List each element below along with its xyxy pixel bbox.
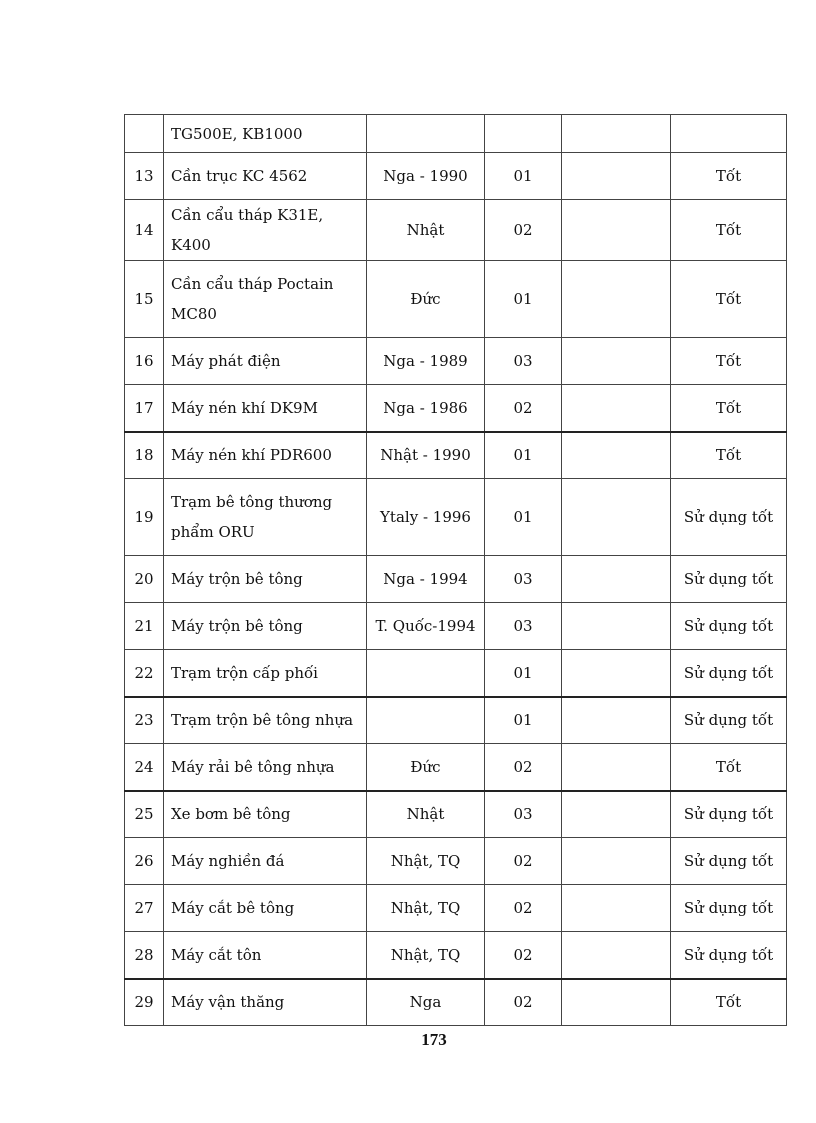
table-row — [125, 791, 787, 838]
status-cell: Sử dụng tốt — [671, 650, 787, 697]
table-row — [125, 697, 787, 744]
equipment-name-cell — [164, 200, 367, 261]
note-cell — [562, 338, 671, 385]
equipment-name-cell — [164, 838, 367, 885]
note-cell — [562, 697, 671, 744]
row-number-cell: 13 — [125, 153, 164, 200]
table-row — [125, 838, 787, 885]
status-cell: Tốt — [671, 338, 787, 385]
row-number-cell: 22 — [125, 650, 164, 697]
quantity-cell: 02 — [485, 385, 562, 432]
origin-cell: Nga - 1986 — [367, 385, 485, 432]
origin-cell: Nga — [367, 979, 485, 1026]
status-cell: Sử dụng tốt — [671, 838, 787, 885]
row-number-cell: 14 — [125, 200, 164, 261]
row-number-cell: 26 — [125, 838, 164, 885]
equipment-name-line: Máy nén khí DK9M — [171, 398, 318, 417]
equipment-name-cell — [164, 556, 367, 603]
note-cell — [562, 200, 671, 261]
note-cell — [562, 932, 671, 979]
row-number-cell: 18 — [125, 432, 164, 479]
equipment-name-line: Máy trộn bê tông — [171, 570, 303, 588]
quantity-cell — [485, 115, 562, 153]
equipment-table-body — [125, 115, 787, 1026]
equipment-name-line: Trạm bê tông thương — [171, 493, 333, 511]
note-cell — [562, 979, 671, 1026]
note-cell — [562, 838, 671, 885]
equipment-name-line: Máy cắt tôn — [171, 945, 262, 964]
note-cell — [562, 153, 671, 200]
table-row — [125, 885, 787, 932]
origin-cell: Nhật, TQ — [367, 885, 485, 932]
status-cell: Tốt — [671, 432, 787, 479]
equipment-name-line: Máy rải bê tông nhựa — [171, 757, 335, 776]
row-number-cell: 15 — [125, 261, 164, 338]
note-cell — [562, 432, 671, 479]
equipment-name-cell — [164, 338, 367, 385]
origin-cell: Ytaly - 1996 — [367, 479, 485, 556]
equipment-name-cell — [164, 979, 367, 1026]
table-row — [125, 479, 787, 556]
equipment-name-line: TG500E, KB1000 — [171, 124, 303, 143]
status-cell: Tốt — [671, 744, 787, 791]
equipment-name-cell — [164, 479, 367, 556]
row-number-cell: 21 — [125, 603, 164, 650]
note-cell — [562, 556, 671, 603]
equipment-name-line: Máy vận thăng — [171, 993, 285, 1012]
status-cell: Sử dụng tốt — [671, 791, 787, 838]
quantity-cell: 01 — [485, 697, 562, 744]
status-cell: Tốt — [671, 153, 787, 200]
equipment-name-line: Cần trục KC 4562 — [171, 167, 308, 185]
equipment-name-line: Máy phát điện — [171, 352, 281, 370]
equipment-name-cell — [164, 885, 367, 932]
equipment-name-cell — [164, 697, 367, 744]
status-cell: Sử dụng tốt — [671, 697, 787, 744]
row-number-cell: 25 — [125, 791, 164, 838]
quantity-cell: 01 — [485, 432, 562, 479]
equipment-name-cell — [164, 650, 367, 697]
status-cell: Tốt — [671, 261, 787, 338]
equipment-name-cell — [164, 261, 367, 338]
quantity-cell: 03 — [485, 338, 562, 385]
table-row — [125, 153, 787, 200]
origin-cell — [367, 115, 485, 153]
origin-cell: Nga - 1990 — [367, 153, 485, 200]
quantity-cell: 02 — [485, 979, 562, 1026]
status-cell: Sử dụng tốt — [671, 885, 787, 932]
table-row — [125, 385, 787, 432]
equipment-name-line: phẩm ORU — [171, 523, 255, 541]
origin-cell: Nhật — [367, 791, 485, 838]
status-cell — [671, 115, 787, 153]
origin-cell: Đức — [367, 261, 485, 338]
table-row — [125, 115, 787, 153]
quantity-cell: 03 — [485, 556, 562, 603]
origin-cell — [367, 697, 485, 744]
quantity-cell: 02 — [485, 200, 562, 261]
equipment-name-line: Cần cẩu tháp Poctain — [171, 275, 334, 293]
equipment-name-line: Máy nén khí PDR600 — [171, 446, 332, 465]
table-row — [125, 650, 787, 697]
table-row — [125, 744, 787, 791]
quantity-cell: 01 — [485, 153, 562, 200]
row-number-cell: 16 — [125, 338, 164, 385]
note-cell — [562, 885, 671, 932]
equipment-name-line: Cần cẩu tháp K31E, K400 — [171, 206, 324, 254]
equipment-name-cell — [164, 432, 367, 479]
equipment-name-cell — [164, 791, 367, 838]
table-row — [125, 432, 787, 479]
quantity-cell: 03 — [485, 603, 562, 650]
row-number-cell: 20 — [125, 556, 164, 603]
table-row — [125, 200, 787, 261]
status-cell: Sử dụng tốt — [671, 556, 787, 603]
equipment-name-cell — [164, 115, 367, 153]
row-number-cell — [125, 115, 164, 153]
table-row — [125, 932, 787, 979]
quantity-cell: 02 — [485, 885, 562, 932]
origin-cell: Nhật, TQ — [367, 838, 485, 885]
equipment-name-cell — [164, 744, 367, 791]
equipment-name-line: Máy nghiền đá — [171, 852, 285, 870]
origin-cell: Nhật - 1990 — [367, 432, 485, 479]
quantity-cell: 02 — [485, 838, 562, 885]
row-number-cell: 29 — [125, 979, 164, 1026]
status-cell: Sử dụng tốt — [671, 479, 787, 556]
origin-cell: Nga - 1989 — [367, 338, 485, 385]
origin-cell: T. Quốc-1994 — [367, 603, 485, 650]
equipment-name-cell — [164, 153, 367, 200]
note-cell — [562, 479, 671, 556]
note-cell — [562, 261, 671, 338]
quantity-cell: 03 — [485, 791, 562, 838]
table-row — [125, 338, 787, 385]
status-cell: Tốt — [671, 385, 787, 432]
note-cell — [562, 744, 671, 791]
table-row — [125, 556, 787, 603]
equipment-name-line: Trạm trộn bê tông nhựa — [171, 711, 354, 730]
note-cell — [562, 650, 671, 697]
quantity-cell: 01 — [485, 650, 562, 697]
quantity-cell: 01 — [485, 479, 562, 556]
quantity-cell: 02 — [485, 932, 562, 979]
page-number: 173 — [421, 1030, 447, 1049]
table-row — [125, 603, 787, 650]
equipment-name-line: Máy trộn bê tông — [171, 617, 303, 635]
equipment-name-line: Máy cắt bê tông — [171, 899, 295, 917]
row-number-cell: 27 — [125, 885, 164, 932]
row-number-cell: 24 — [125, 744, 164, 791]
equipment-name-cell — [164, 603, 367, 650]
equipment-name-line: Xe bơm bê tông — [171, 805, 291, 824]
status-cell: Sử dụng tốt — [671, 603, 787, 650]
status-cell: Tốt — [671, 200, 787, 261]
equipment-name-cell — [164, 932, 367, 979]
origin-cell: Nhật, TQ — [367, 932, 485, 979]
note-cell — [562, 115, 671, 153]
table-row — [125, 979, 787, 1026]
row-number-cell: 19 — [125, 479, 164, 556]
row-number-cell: 23 — [125, 697, 164, 744]
equipment-name-line: MC80 — [171, 305, 217, 323]
equipment-table — [124, 114, 787, 1026]
row-number-cell: 17 — [125, 385, 164, 432]
equipment-name-cell — [164, 385, 367, 432]
origin-cell — [367, 650, 485, 697]
origin-cell: Nhật — [367, 200, 485, 261]
row-number-cell: 28 — [125, 932, 164, 979]
quantity-cell: 02 — [485, 744, 562, 791]
note-cell — [562, 603, 671, 650]
status-cell: Sử dụng tốt — [671, 932, 787, 979]
origin-cell: Nga - 1994 — [367, 556, 485, 603]
equipment-name-line: Trạm trộn cấp phối — [171, 663, 318, 682]
note-cell — [562, 791, 671, 838]
origin-cell: Đức — [367, 744, 485, 791]
status-cell: Tốt — [671, 979, 787, 1026]
table-row — [125, 261, 787, 338]
quantity-cell: 01 — [485, 261, 562, 338]
note-cell — [562, 385, 671, 432]
